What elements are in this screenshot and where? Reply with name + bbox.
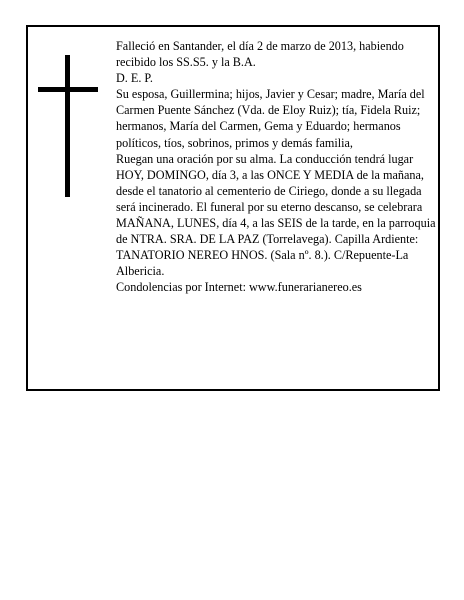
cross-horizontal-bar	[38, 87, 98, 92]
obituary-notice	[26, 25, 440, 391]
rest-in-peace: D. E. P.	[116, 71, 153, 86]
latin-cross-icon	[38, 55, 98, 197]
cross-vertical-bar	[65, 55, 70, 197]
death-announcement: Falleció en Santander, el día 2 de marzo de 2013, habiendo recibido los SS.S5. y la B.A.	[116, 39, 404, 70]
family-list: Su esposa, Guillermina; hijos, Javier y Cesar; madre, María del Carmen Puente Sánchez (Vda. de Eloy Ruiz); tía, Fidela Ruiz; hermanos, María del Carmen, Gema y Eduardo; hermanos políticos, tíos, sobrinos, primos y demás familia,	[116, 87, 425, 150]
obituary-text	[116, 38, 438, 296]
service-details: Ruegan una oración por su alma. La conducción tendrá lugar HOY, DOMINGO, día 3, a las ONCE Y MEDIA de la mañana, desde el tanatorio al cementerio de Ciriego, donde a su llegada será incinerado. El funeral por su eterno descanso, se celebrara MAÑANA, LUNES, día 4, a las SEIS de la tarde, en la parroquia de NTRA. SRA. DE LA PAZ (Torrelavega). Capilla Ardiente: TANATORIO NEREO HNOS. (Sala nº. 8.). C/Repuente-La Albericia.	[116, 151, 436, 279]
online-condolences: Condolencias por Internet: www.funerarianereo.es	[116, 280, 362, 295]
